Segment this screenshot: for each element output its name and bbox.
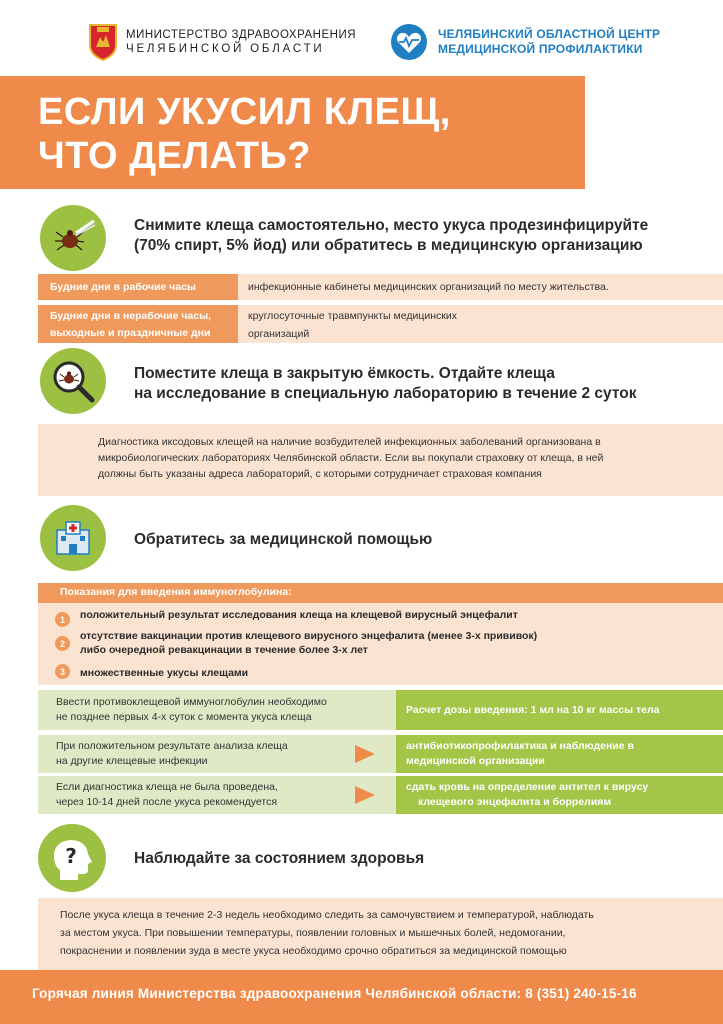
step1-heading-line1: Снимите клеща самостоятельно, место укуса продезинфицируйте <box>134 217 649 234</box>
offhours-value <box>238 305 723 343</box>
arrow-right-icon <box>355 786 375 804</box>
dose-calculation: Расчет дозы введения: 1 мл на 10 кг массы тела <box>396 690 723 730</box>
page-title-line2: ЧТО ДЕЛАТЬ? <box>38 135 311 177</box>
question-head-icon <box>38 824 106 892</box>
heart-pulse-logo-icon <box>390 23 428 61</box>
monitoring-info-line1: После укуса клеща в течение 2-3 недель необходимо следить за самочувствием и температурой, наблюдать <box>60 909 594 921</box>
step2-heading-line1: Поместите клеща в закрытую ёмкость. Отдайте клеща <box>134 365 555 382</box>
no-diagnostics-action-line2: клещевого энцефалита и боррелиям <box>418 796 612 808</box>
offhours-value-line1: круглосуточные травмпункты медицинских <box>248 310 457 322</box>
hospital-icon <box>40 505 106 571</box>
no-diagnostics-condition <box>38 776 396 814</box>
lab-info-box <box>38 424 723 496</box>
no-diagnostics-line1: Если диагностика клеща не была проведена, <box>56 781 278 793</box>
offhours-label <box>38 305 238 343</box>
monitoring-info-line2: за местом укуса. При повышении температуры, появлении головных и мышечных болей, недомогании, <box>60 927 566 939</box>
offhours-value-line2: организаций <box>248 328 310 340</box>
no-diagnostics-action <box>396 776 723 814</box>
offhours-label-line1: Будние дни в нерабочие часы, <box>50 310 211 322</box>
monitoring-info-line3: покраснении и появлении зуда в месте укуса необходимо срочно обратиться за медицинской помощью <box>60 945 567 957</box>
lab-info-line2: микробиологических лабораториях Челябинской области. Если вы покупали страховку от клеща, в ней <box>98 452 604 464</box>
indications-title: Показания для введения иммуноглобулина: <box>38 583 723 603</box>
indication-number-1: 1 <box>55 612 70 627</box>
ministry-name-line2: ЧЕЛЯБИНСКОЙ ОБЛАСТИ <box>126 43 325 55</box>
ministry-name-line1: МИНИСТЕРСТВО ЗДРАВООХРАНЕНИЯ <box>126 29 357 41</box>
no-diagnostics-action-line1: сдать кровь на определение антител к вирусу <box>406 781 649 793</box>
step3-heading: Обратитесь за медицинской помощью <box>134 531 433 548</box>
center-name-line2: МЕДИЦИНСКОЙ ПРОФИЛАКТИКИ <box>438 42 643 56</box>
svg-text:?: ? <box>65 844 77 868</box>
immunoglobulin-timing <box>38 690 396 730</box>
emblem-icon <box>88 23 118 61</box>
step2-heading-line2: на исследование в специальную лабораторию в течение 2 суток <box>134 385 637 402</box>
indication-number-2: 2 <box>55 636 70 651</box>
health-monitoring-box <box>38 898 723 970</box>
indication-2-line1: отсутствие вакцинации против клещевого вирусного энцефалита (менее 3-х прививок) <box>80 630 538 642</box>
weekday-hours-label: Будние дни в рабочие часы <box>38 274 238 300</box>
positive-action-line1: антибиотикопрофилактика и наблюдение в <box>406 740 634 752</box>
step1-heading <box>134 216 714 256</box>
lab-info-line1: Диагностика иксодовых клещей на наличие возбудителей инфекционных заболеваний организована в <box>98 436 601 448</box>
page-title-line1: ЕСЛИ УКУСИЛ КЛЕЩ, <box>38 91 451 133</box>
indication-2 <box>80 629 710 657</box>
indication-2-line2: либо очередной ревакцинации в течение более 3-х лет <box>80 644 368 656</box>
magnifier-tick-icon <box>40 348 106 414</box>
positive-action-line2: медицинской организации <box>406 755 545 767</box>
positive-result-action <box>396 735 723 773</box>
indication-1: положительный результат исследования клеща на клещевой вирусный энцефалит <box>80 609 518 621</box>
positive-result-line1: При положительном результате анализа клеща <box>56 740 288 752</box>
offhours-label-line2: выходные и праздничные дни <box>50 327 211 339</box>
immunoglobulin-timing-line2: не позднее первых 4-х суток с момента укуса клеща <box>56 711 312 723</box>
indication-3: множественные укусы клещами <box>80 667 249 679</box>
weekday-hours-value: инфекционные кабинеты медицинских организаций по месту жительства. <box>238 274 723 300</box>
title-block <box>0 76 585 189</box>
hotline-footer: Горячая линия Министерства здравоохранения Челябинской области: 8 (351) 240-15-16 <box>0 970 723 1024</box>
center-logo <box>390 20 710 64</box>
ministry-logo <box>88 20 378 64</box>
center-name-line1: ЧЕЛЯБИНСКИЙ ОБЛАСТНОЙ ЦЕНТР <box>438 27 661 41</box>
step4-heading: Наблюдайте за состоянием здоровья <box>134 850 425 867</box>
immunoglobulin-timing-line1: Ввести противоклещевой иммуноглобулин необходимо <box>56 696 327 708</box>
positive-result-condition <box>38 735 396 773</box>
step2-heading <box>134 364 714 404</box>
indication-number-3: 3 <box>55 664 70 679</box>
step1-heading-line2: (70% спирт, 5% йод) или обратитесь в медицинскую организацию <box>134 237 643 254</box>
no-diagnostics-line2: через 10-14 дней после укуса рекомендуется <box>56 796 278 808</box>
arrow-right-icon <box>355 745 375 763</box>
tick-removal-icon <box>40 205 106 271</box>
lab-info-line3: должны быть указаны адреса лабораторий, с которыми сотрудничает страховая компания <box>98 468 542 480</box>
positive-result-line2: на другие клещевые инфекции <box>56 755 208 767</box>
